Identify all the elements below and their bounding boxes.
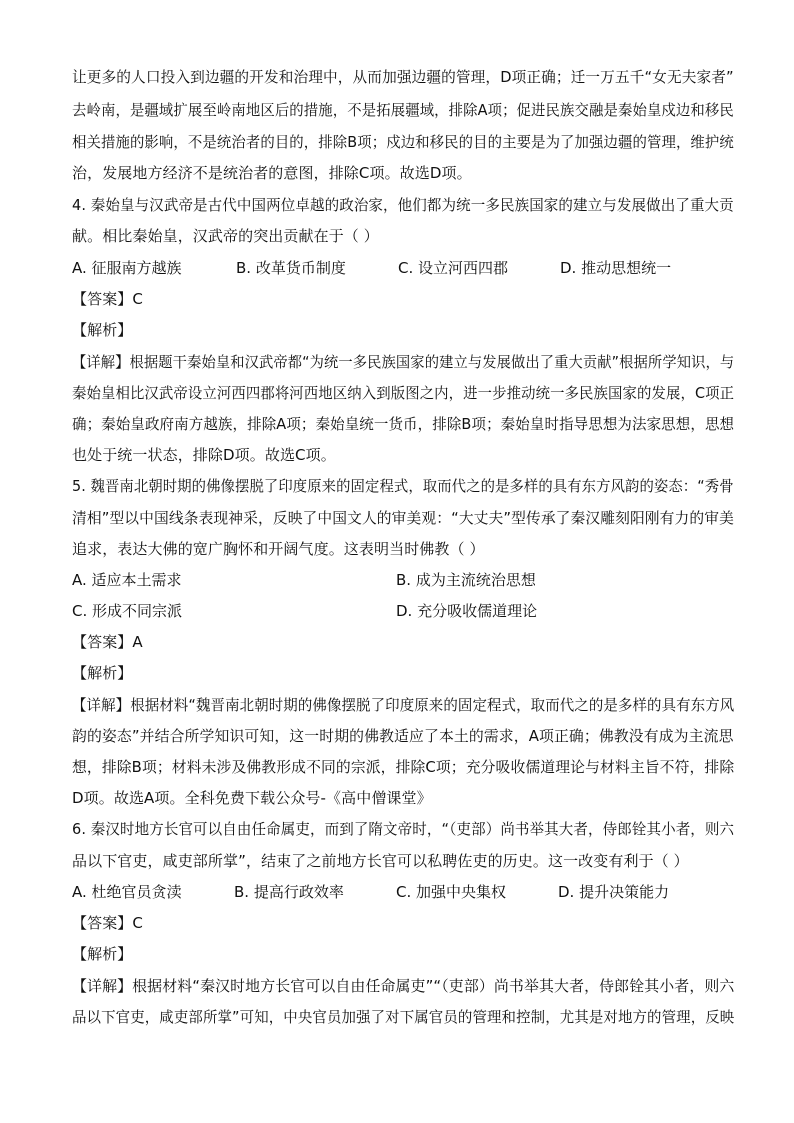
q6-option-c: C. 加强中央集权	[396, 883, 507, 901]
q5-stem-line-1: 5. 魏晋南北朝时期的佛像摆脱了印度原来的固定程式，取而代之的是多样的具有东方风韵的姿态：“秀骨	[72, 477, 734, 495]
q6-option-a: A. 杜绝官员贪渎	[72, 883, 182, 901]
q4-stem-line-1: 4. 秦始皇与汉武帝是古代中国两位卓越的政治家，他们都为统一多民族国家的建立与发展做出了重大贡	[72, 196, 734, 214]
q4-detail-line-1: 【详解】根据题干秦始皇和汉武帝都“为统一多民族国家的建立与发展做出了重大贡献”根据所学知识，与	[72, 353, 735, 371]
intro-line-4: 治，发展地方经济不是统治者的意图，排除C项。故选D项。	[72, 164, 472, 182]
q5-option-d: D. 充分吸收儒道理论	[396, 602, 538, 620]
intro-line-3: 相关措施的影响，不是统治者的目的，排除B项；戍边和移民的目的主要是为了加强边疆的管理，维护统	[72, 133, 734, 151]
q5-option-a: A. 适应本土需求	[72, 571, 182, 589]
q5-detail-line-4: D项。故选A项。全科免费下载公众号-《高中僧课堂》	[72, 789, 432, 807]
q5-option-b: B. 成为主流统治思想	[396, 571, 536, 589]
q6-answer: 【答案】C	[72, 914, 143, 932]
q4-option-b: B. 改革货币制度	[236, 259, 346, 277]
q5-answer: 【答案】A	[72, 633, 143, 651]
q5-detail-line-3: 想，排除B项；材料未涉及佛教形成不同的宗派，排除C项；充分吸收儒道理论与材料主旨不符，排除	[72, 758, 735, 776]
q4-option-a: A. 征服南方越族	[72, 259, 182, 277]
q6-detail-line-2: 品以下官吏，咸吏部所掌”可知，中央官员加强了对下属官员的管理和控制，尤其是对地方的管理，反映	[72, 1008, 735, 1026]
q6-analysis-label: 【解析】	[72, 945, 133, 963]
q4-detail-line-4: 也处于统一状态，排除D项。故选C项。	[72, 446, 336, 464]
q6-option-d: D. 提升决策能力	[558, 883, 670, 901]
q4-analysis-label: 【解析】	[72, 321, 133, 339]
q4-stem-line-2: 献。相比秦始皇，汉武帝的突出贡献在于（ ）	[72, 227, 379, 245]
intro-line-2: 去岭南，是疆域扩展至岭南地区后的措施，不是拓展疆域，排除A项；促进民族交融是秦始皇戍边和移民	[72, 101, 734, 119]
q4-option-d: D. 推动思想统一	[560, 259, 672, 277]
q4-detail-line-2: 秦始皇相比汉武帝设立河西四郡将河西地区纳入到版图之内，进一步推动统一多民族国家的发展，C项正	[72, 384, 735, 402]
q6-stem-line-2: 品以下官吏，咸吏部所掌”，结束了之前地方长官可以私聘佐吏的历史。这一改变有利于（ ）	[72, 852, 689, 870]
q5-analysis-label: 【解析】	[72, 664, 133, 682]
q5-stem-line-2: 清相”型以中国线条表现神采，反映了中国文人的审美观：“大丈夫”型传承了秦汉雕刻阳刚有力的审美	[72, 509, 734, 527]
q6-stem-line-1: 6. 秦汉时地方长官可以自由任命属吏，而到了隋文帝时，“（吏部）尚书举其大者，侍郎铨其小者，则六	[72, 820, 735, 838]
q6-option-b: B. 提高行政效率	[234, 883, 344, 901]
q5-stem-line-3: 追求，表达大佛的宽广胸怀和开阔气度。这表明当时佛教（ ）	[72, 540, 485, 558]
q5-detail-line-1: 【详解】根据材料“魏晋南北朝时期的佛像摆脱了印度原来的固定程式，取而代之的是多样的具有东方风	[72, 696, 735, 714]
q5-detail-line-2: 韵的姿态”并结合所学知识可知，这一时期的佛教适应了本土的需求，A项正确；佛教没有成为主流思	[72, 727, 734, 745]
q5-option-c: C. 形成不同宗派	[72, 602, 183, 620]
q4-answer: 【答案】C	[72, 290, 143, 308]
intro-line-1: 让更多的人口投入到边疆的开发和治理中，从而加强边疆的管理，D项正确；迁一万五千“女无夫家者”	[72, 68, 734, 86]
q6-detail-line-1: 【详解】根据材料“秦汉时地方长官可以自由任命属吏”“（吏部）尚书举其大者，侍郎铨其小者，则六	[72, 977, 735, 995]
q4-detail-line-3: 确；秦始皇政府南方越族，排除A项；秦始皇统一货币，排除B项；秦始皇时指导思想为法家思想，思想	[72, 415, 735, 433]
q4-option-c: C. 设立河西四郡	[398, 259, 509, 277]
